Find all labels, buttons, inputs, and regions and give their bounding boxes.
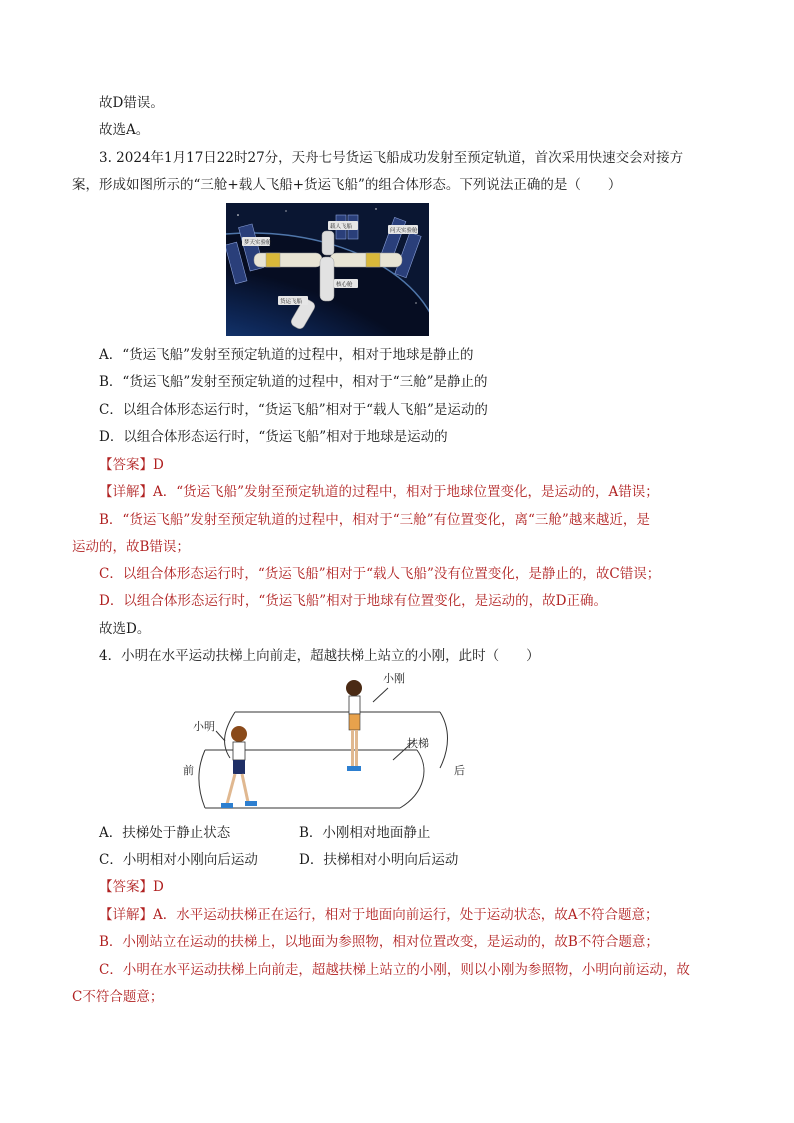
escalator-figure (175, 668, 475, 818)
choice-line: 故选D。 (99, 621, 151, 637)
detail-line: C．以组合体形态运行时，“货运飞船”相对于“载人飞船”没有位置变化，是静止的，故C错误； (99, 566, 661, 582)
xiaogang-figure (346, 680, 362, 771)
text-line: 故D错误。 (99, 95, 164, 111)
detail-line: 【详解】A．水平运动扶梯正在运行，相对于地面向前运行，处于运动状态，故A不符合题意； (99, 907, 659, 923)
detail-line: 【详解】A．“货运飞船”发射至预定轨道的过程中，相对于地球位置变化，是运动的，A错误； (99, 484, 659, 500)
option-c: C．以组合体形态运行时，“货运飞船”相对于“载人飞船”是运动的 (99, 402, 488, 418)
detail-line: 运动的，故B错误； (72, 539, 190, 555)
xiaoming-figure (221, 726, 257, 808)
question-4-stem: 4．小明在水平运动扶梯上向前走，超越扶梯上站立的小刚，此时（ ） (99, 648, 540, 664)
option-a: A．“货运飞船”发射至预定轨道的过程中，相对于地球是静止的 (99, 347, 474, 363)
question-3-stem-cont: 案，形成如图所示的“三舱+载人飞船+货运飞船”的组合体形态。下列说法正确的是（ ） (72, 177, 622, 193)
option-a: A．扶梯处于静止状态 (99, 825, 231, 841)
detail-line: B．“货运飞船”发射至预定轨道的过程中，相对于“三舱”有位置变化，离“三舱”越来越近，是 (99, 512, 650, 528)
detail-line: C不符合题意； (72, 989, 164, 1005)
detail-line: C．小明在水平运动扶梯上向前走，超越扶梯上站立的小刚，则以小刚为参照物，小明向前运动，故 (99, 962, 690, 978)
label-core: 核心舱 (336, 282, 353, 288)
label-front: 前 (183, 764, 194, 777)
answer-label: 【答案】D (99, 457, 164, 473)
option-d: D．扶梯相对小明向后运动 (299, 852, 459, 868)
option-b: B．小刚相对地面静止 (299, 825, 431, 841)
label-xiaoming: 小明 (193, 720, 215, 733)
option-b: B．“货运飞船”发射至预定轨道的过程中，相对于“三舱”是静止的 (99, 374, 488, 390)
label-mengtian: 梦天实验舱 (244, 240, 272, 246)
label-xiaogang: 小刚 (383, 672, 405, 685)
label-cargo-ship: 货运飞船 (280, 299, 303, 305)
detail-line: D．以组合体形态运行时，“货运飞船”相对于地球有位置变化，是运动的，故D正确。 (99, 593, 607, 609)
option-c: C．小明相对小刚向后运动 (99, 852, 258, 868)
label-crew-ship: 载人飞船 (330, 224, 353, 230)
label-back: 后 (454, 764, 465, 777)
label-escalator: 扶梯 (407, 737, 429, 750)
space-station-image (226, 203, 429, 336)
detail-line: B．小刚站立在运动的扶梯上，以地面为参照物，相对位置改变，是运动的，故B不符合题意； (99, 934, 659, 950)
text-line: 故选A。 (99, 122, 150, 138)
option-d: D．以组合体形态运行时，“货运飞船”相对于地球是运动的 (99, 429, 448, 445)
answer-label: 【答案】D (99, 879, 164, 895)
question-3-stem: 3. 2024年1月17日22时27分，天舟七号货运飞船成功发射至预定轨道，首次采用快速交会对接方 (99, 150, 684, 166)
label-wentian: 问天实验舱 (390, 228, 418, 234)
